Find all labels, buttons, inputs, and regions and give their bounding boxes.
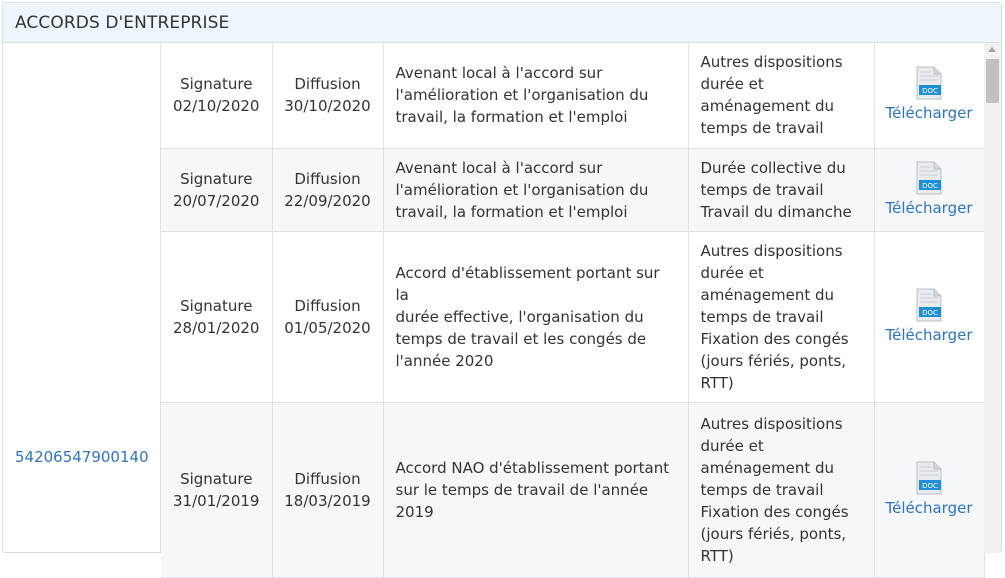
accord-title-line: Avenant local à l'accord sur	[395, 64, 603, 83]
doc-badge-text: DOC	[922, 181, 938, 190]
theme-line: aménagement du	[700, 458, 835, 477]
scroll-up-arrow-icon[interactable]	[988, 47, 996, 52]
theme-line: RTT)	[700, 546, 734, 565]
theme-line: temps de travail	[700, 180, 824, 199]
panel-header	[3, 3, 1001, 43]
accord-title-line: travail, la formation et l'emploi	[395, 202, 628, 221]
table-row	[161, 148, 984, 231]
table-row	[161, 43, 984, 148]
diffusion-cell	[272, 231, 383, 402]
theme-line: aménagement du	[700, 285, 835, 304]
theme-cell	[688, 43, 874, 148]
accord-title-cell	[383, 43, 688, 148]
download-link[interactable]: Télécharger	[885, 325, 973, 344]
diffusion-date: 01/05/2020	[284, 318, 371, 337]
theme-line: (jours fériés, ponts,	[700, 524, 847, 543]
accord-title-line: l'amélioration et l'organisation du	[395, 180, 649, 199]
accord-title-cell	[383, 231, 688, 402]
siret-link[interactable]: 54206547900140	[15, 448, 149, 466]
theme-line: temps de travail	[700, 480, 824, 499]
accord-title-line: sur le temps de travail de l'année 2019	[395, 480, 649, 521]
diffusion-label: Diffusion	[294, 169, 361, 188]
panel-title: ACCORDS D'ENTREPRISE	[15, 12, 230, 33]
accord-title-line: durée effective, l'organisation du	[395, 307, 644, 326]
theme-line: durée et	[700, 436, 764, 455]
accords-table-wrap	[161, 43, 984, 565]
theme-line: temps de travail	[700, 119, 824, 138]
doc-file-icon[interactable]	[915, 288, 943, 322]
signature-date: 28/01/2020	[173, 318, 260, 337]
signature-cell	[161, 43, 272, 148]
accord-title-cell	[383, 148, 688, 231]
download-cell	[874, 231, 984, 402]
accord-title-cell	[383, 402, 688, 577]
diffusion-label: Diffusion	[294, 469, 361, 488]
signature-date: 31/01/2019	[173, 491, 260, 510]
download-link[interactable]: Télécharger	[885, 198, 973, 217]
accord-title-line: travail, la formation et l'emploi	[395, 108, 628, 127]
diffusion-cell	[272, 148, 383, 231]
doc-badge-text: DOC	[922, 87, 938, 96]
accords-panel	[2, 2, 1002, 565]
download-cell	[874, 148, 984, 231]
panel-body	[3, 43, 1001, 565]
signature-label: Signature	[180, 296, 253, 315]
theme-line: Fixation des congés	[700, 502, 849, 521]
theme-line: Fixation des congés	[700, 329, 849, 348]
doc-file-icon[interactable]	[915, 461, 943, 495]
diffusion-cell	[272, 43, 383, 148]
accord-title-line: Accord NAO d'établissement portant	[395, 458, 670, 477]
theme-cell	[688, 402, 874, 577]
doc-file-icon[interactable]	[915, 66, 943, 100]
theme-line: Autres dispositions	[700, 241, 843, 260]
table-row	[161, 231, 984, 402]
theme-line: RTT)	[700, 373, 734, 392]
download-link[interactable]: Télécharger	[885, 104, 973, 123]
signature-label: Signature	[180, 75, 253, 94]
accord-title-line: Accord d'établissement portant sur la	[395, 263, 660, 304]
table-row	[161, 402, 984, 577]
theme-line: Autres dispositions	[700, 53, 843, 72]
diffusion-date: 30/10/2020	[284, 97, 371, 116]
download-cell	[874, 402, 984, 577]
doc-badge-text: DOC	[922, 481, 938, 490]
diffusion-date: 22/09/2020	[284, 191, 371, 210]
vertical-scrollbar[interactable]	[984, 43, 1001, 553]
accords-table	[161, 43, 985, 578]
theme-cell	[688, 231, 874, 402]
accord-title-line: Avenant local à l'accord sur	[395, 158, 603, 177]
theme-line: Travail du dimanche	[700, 202, 852, 221]
theme-line: durée et	[700, 263, 764, 282]
signature-date: 20/07/2020	[173, 191, 260, 210]
diffusion-date: 18/03/2019	[284, 491, 371, 510]
download-cell	[874, 43, 984, 148]
accord-title-line: l'amélioration et l'organisation du	[395, 86, 649, 105]
accord-title-line: temps de travail et les congés de	[395, 329, 647, 348]
accord-title-line: l'année 2020	[395, 351, 494, 370]
diffusion-label: Diffusion	[294, 75, 361, 94]
theme-line: (jours fériés, ponts,	[700, 351, 847, 370]
doc-file-icon[interactable]	[915, 161, 943, 195]
signature-cell	[161, 231, 272, 402]
signature-cell	[161, 148, 272, 231]
signature-label: Signature	[180, 469, 253, 488]
theme-line: temps de travail	[700, 307, 824, 326]
theme-line: Durée collective du	[700, 158, 846, 177]
theme-line: aménagement du	[700, 97, 835, 116]
theme-cell	[688, 148, 874, 231]
download-link[interactable]: Télécharger	[885, 498, 973, 517]
diffusion-label: Diffusion	[294, 296, 361, 315]
scroll-thumb[interactable]	[986, 59, 999, 103]
doc-badge-text: DOC	[922, 308, 938, 317]
signature-date: 02/10/2020	[173, 97, 260, 116]
signature-label: Signature	[180, 169, 253, 188]
theme-line: durée et	[700, 75, 764, 94]
diffusion-cell	[272, 402, 383, 577]
siret-cell	[3, 43, 161, 553]
signature-cell	[161, 402, 272, 577]
theme-line: Autres dispositions	[700, 414, 843, 433]
